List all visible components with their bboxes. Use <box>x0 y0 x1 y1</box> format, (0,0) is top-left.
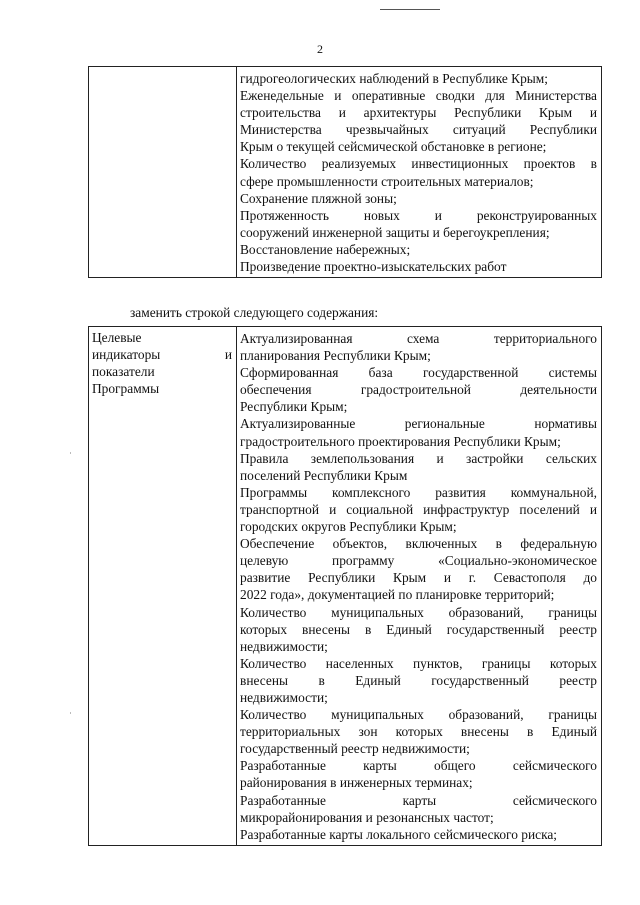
text-line: градостроительного проектирования Республики Крым; <box>240 433 561 449</box>
text-line: внесены в Единый государственный реестр <box>240 672 597 688</box>
table-left-cell <box>89 327 237 846</box>
table-left-cell <box>89 67 237 278</box>
text-line: территориальных зон которых внесены в Единый <box>240 724 597 740</box>
text-line: развитие Республики Крым и г. Севастополя до <box>240 570 597 586</box>
text-line: 2022 года», документацией по планировке территорий; <box>240 587 555 603</box>
table-right-cell <box>237 327 602 846</box>
page-number: 2 <box>317 42 323 56</box>
text-line: строительства и архитектуры Республики Крым и <box>240 105 597 121</box>
top-rule <box>380 9 440 10</box>
text-line: Количество реализуемых инвестиционных проектов в <box>240 156 597 172</box>
cell-text <box>240 330 597 843</box>
table-row <box>89 67 602 278</box>
text-line: городских округов Республики Крым; <box>240 519 457 535</box>
text-line: Количество муниципальных образований, границы <box>240 604 597 620</box>
replacement-table <box>88 326 602 846</box>
text-line: Крым о текущей сейсмической обстановке в регионе; <box>240 139 547 155</box>
text-line: Правила землепользования и застройки сельских <box>240 450 597 466</box>
continued-table <box>88 66 602 278</box>
text-line: показатели <box>92 364 155 380</box>
text-line: Протяженность новых и реконструированных <box>240 207 597 223</box>
text-line: Количество муниципальных образований, границы <box>240 707 597 723</box>
text-line: Разработанные карты общего сейсмического <box>240 758 597 774</box>
text-line: сооружений инженерной защиты и берегоукрепления; <box>240 224 550 240</box>
text-line: планирования Республики Крым; <box>240 348 431 364</box>
text-line: недвижимости; <box>240 689 328 705</box>
text-line: обеспечения градостроительной деятельности <box>240 382 597 398</box>
text-line: Восстановление набережных; <box>240 241 411 257</box>
text-line: Обеспечение объектов, включенных в федеральную <box>240 536 597 552</box>
text-line: целевую программу «Социально-экономическое <box>240 553 597 569</box>
text-line: микрорайонирования и резонансных частот; <box>240 809 494 825</box>
text-line: Актуализированная схема территориального <box>240 331 597 346</box>
scan-speck <box>70 712 71 714</box>
scan-speck <box>70 452 71 454</box>
text-line: Разработанные карты сейсмического <box>240 792 597 808</box>
text-line: Актуализированные региональные нормативы <box>240 416 597 432</box>
text-line: сфере промышленности строительных материалов; <box>240 173 534 189</box>
row-heading <box>92 329 232 397</box>
replacement-instruction: заменить строкой следующего содержания: <box>130 305 379 320</box>
text-line: районирования в инженерных терминах; <box>240 775 473 791</box>
text-line: поселений Республики Крым <box>240 467 408 483</box>
text-line: Сохранение пляжной зоны; <box>240 190 397 206</box>
text-line: гидрогеологических наблюдений в Республике Крым; <box>240 71 548 86</box>
text-line: Произведение проектно-изыскательских работ <box>240 259 507 275</box>
text-line: которых внесены в Единый государственный реестр <box>240 621 597 637</box>
text-line: Разработанные карты локального сейсмического риска; <box>240 826 558 842</box>
text-line: Республики Крым; <box>240 399 348 415</box>
cell-text <box>240 70 597 275</box>
text-line: транспортной и социальной инфраструктур поселений и <box>240 501 597 517</box>
text-line: недвижимости; <box>240 638 328 654</box>
text-line: Программы комплексного развития коммунальной, <box>240 484 597 500</box>
text-line: государственный реестр недвижимости; <box>240 741 470 757</box>
text-line: индикаторы и <box>92 347 232 363</box>
text-line: Министерства чрезвычайных ситуаций Республики <box>240 122 597 138</box>
text-line: Еженедельные и оперативные сводки для Министерства <box>240 88 597 104</box>
text-line: Сформированная база государственной системы <box>240 365 597 381</box>
text-line: Количество населенных пунктов, границы которых <box>240 655 597 671</box>
text-line: Целевые <box>92 330 142 345</box>
text-line: Программы <box>92 381 160 397</box>
table-row <box>89 327 602 846</box>
table-right-cell <box>237 67 602 278</box>
